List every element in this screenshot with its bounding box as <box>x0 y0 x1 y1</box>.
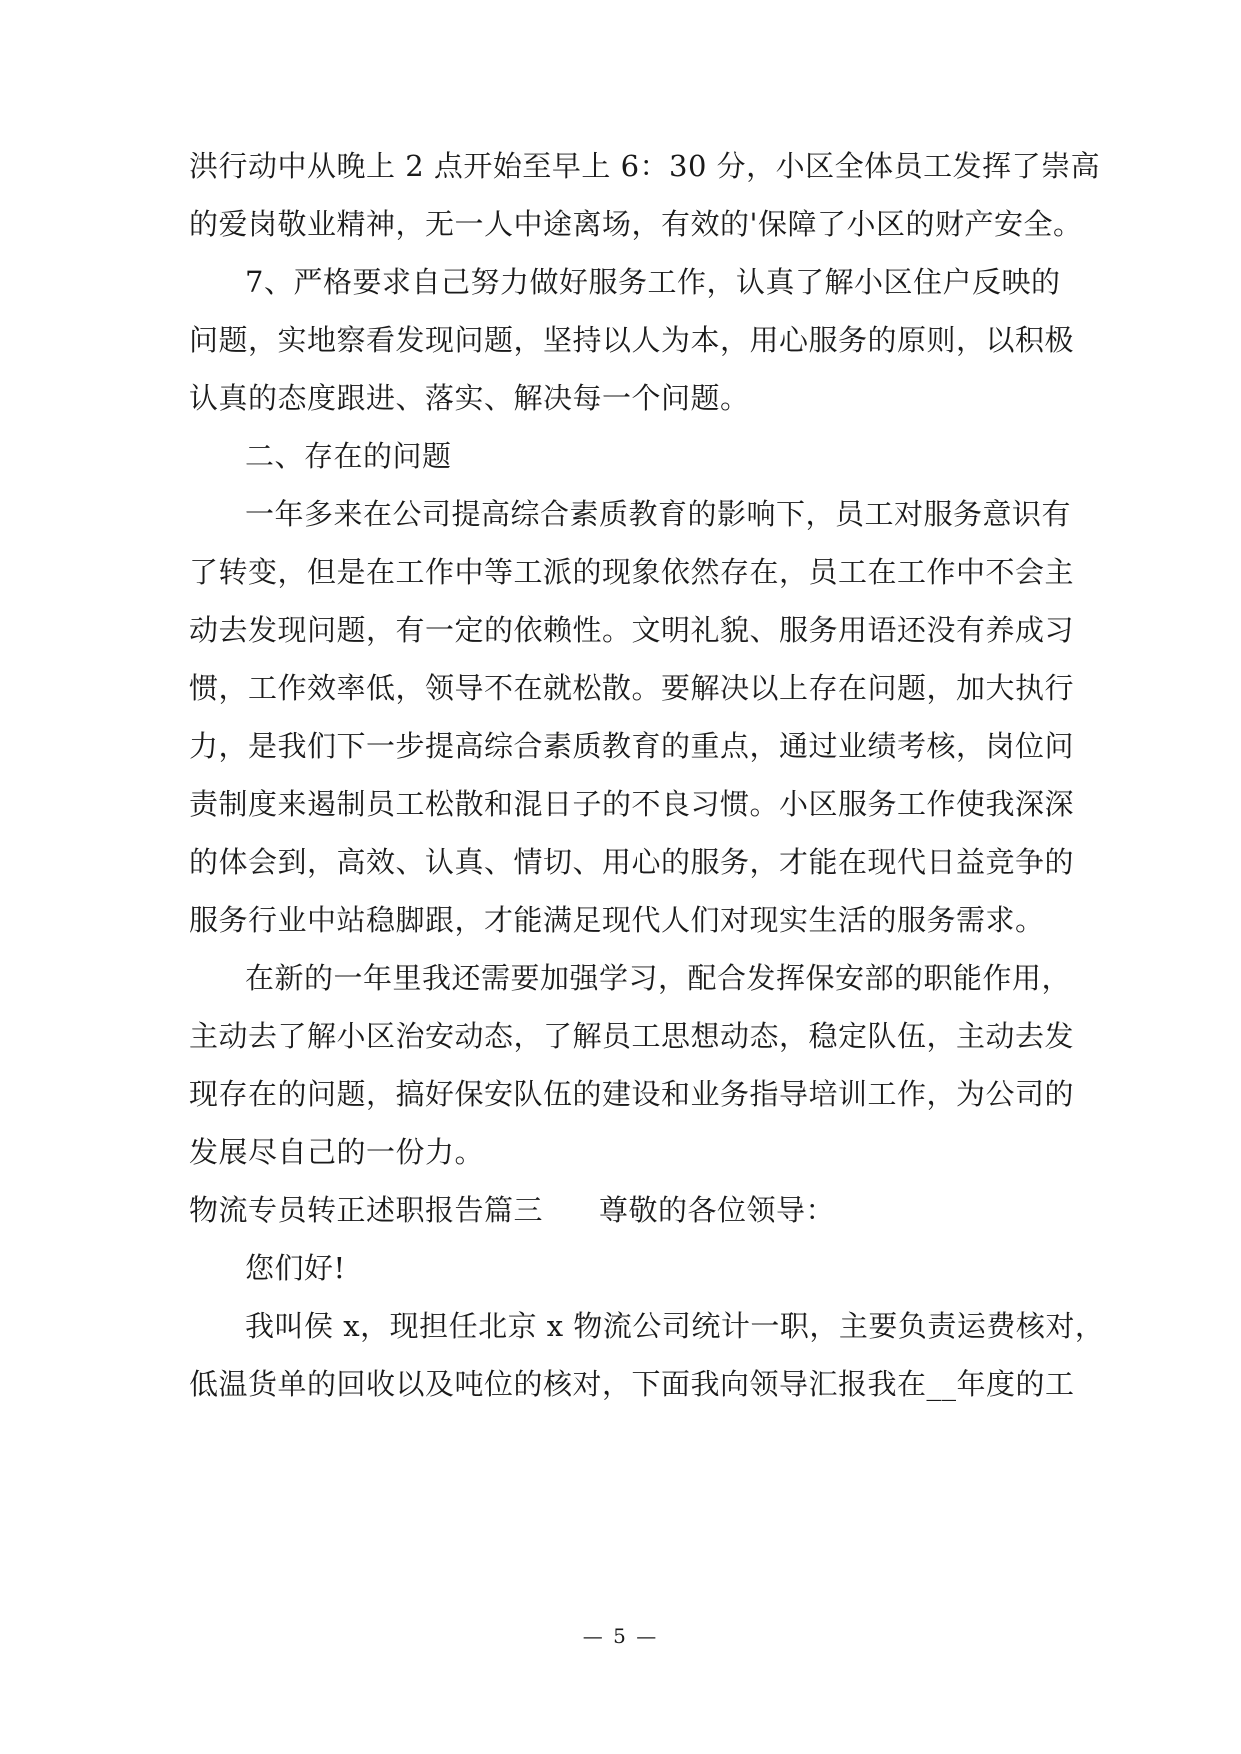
paragraph-line: 服务行业中站稳脚跟，才能满足现代人们对现实生活的服务需求。 <box>189 903 1045 937</box>
paragraph-line: 洪行动中从晚上 2 点开始至早上 6：30 分，小区全体员工发挥了崇高 <box>189 149 1101 183</box>
paragraph-line: 责制度来遏制员工松散和混日子的不良习惯。小区服务工作使我深深 <box>189 787 1075 821</box>
paragraph-line: 问题，实地察看发现问题，坚持以人为本，用心服务的原则，以积极 <box>189 323 1075 357</box>
paragraph-line: 认真的态度跟进、落实、解决每一个问题。 <box>189 381 750 415</box>
paragraph-line: 7、严格要求自己努力做好服务工作，认真了解小区住户反映的 <box>245 265 1061 299</box>
paragraph-line: 一年多来在公司提高综合素质教育的影响下，员工对服务意识有 <box>245 497 1072 531</box>
paragraph-line: 我叫侯 x，现担任北京 x 物流公司统计一职，主要负责运费核对， <box>245 1309 1105 1343</box>
paragraph-line: 低温货单的回收以及吨位的核对，下面我向领导汇报我在__年度的工 <box>189 1367 1075 1401</box>
section-title: 物流专员转正述职报告篇三 <box>189 1193 544 1227</box>
page-number: — 5 — <box>582 1624 659 1648</box>
paragraph-line: 主动去了解小区治安动态，了解员工思想动态，稳定队伍，主动去发 <box>189 1019 1075 1053</box>
paragraph-line: 的爱岗敬业精神，无一人中途离场，有效的'保障了小区的财产安全。 <box>189 207 1083 241</box>
paragraph-line: 现存在的问题，搞好保安队伍的建设和业务指导培训工作，为公司的 <box>189 1077 1075 1111</box>
salutation: 尊敬的各位领导： <box>599 1193 836 1227</box>
paragraph-line: 动去发现问题，有一定的依赖性。文明礼貌、服务用语还没有养成习 <box>189 613 1075 647</box>
section-title-line <box>189 1190 1059 1230</box>
section-heading: 二、存在的问题 <box>245 439 452 473</box>
paragraph-line: 了转变，但是在工作中等工派的现象依然存在，员工在工作中不会主 <box>189 555 1075 589</box>
greeting: 您们好! <box>245 1251 346 1285</box>
paragraph-line: 力，是我们下一步提高综合素质教育的重点，通过业绩考核，岗位问 <box>189 729 1075 763</box>
paragraph-line: 的体会到，高效、认真、情切、用心的服务，才能在现代日益竞争的 <box>189 845 1075 879</box>
paragraph-line: 惯，工作效率低，领导不在就松散。要解决以上存在问题，加大执行 <box>189 671 1075 705</box>
paragraph-line: 在新的一年里我还需要加强学习，配合发挥保安部的职能作用， <box>245 961 1072 995</box>
paragraph-line: 发展尽自己的一份力。 <box>189 1135 485 1169</box>
